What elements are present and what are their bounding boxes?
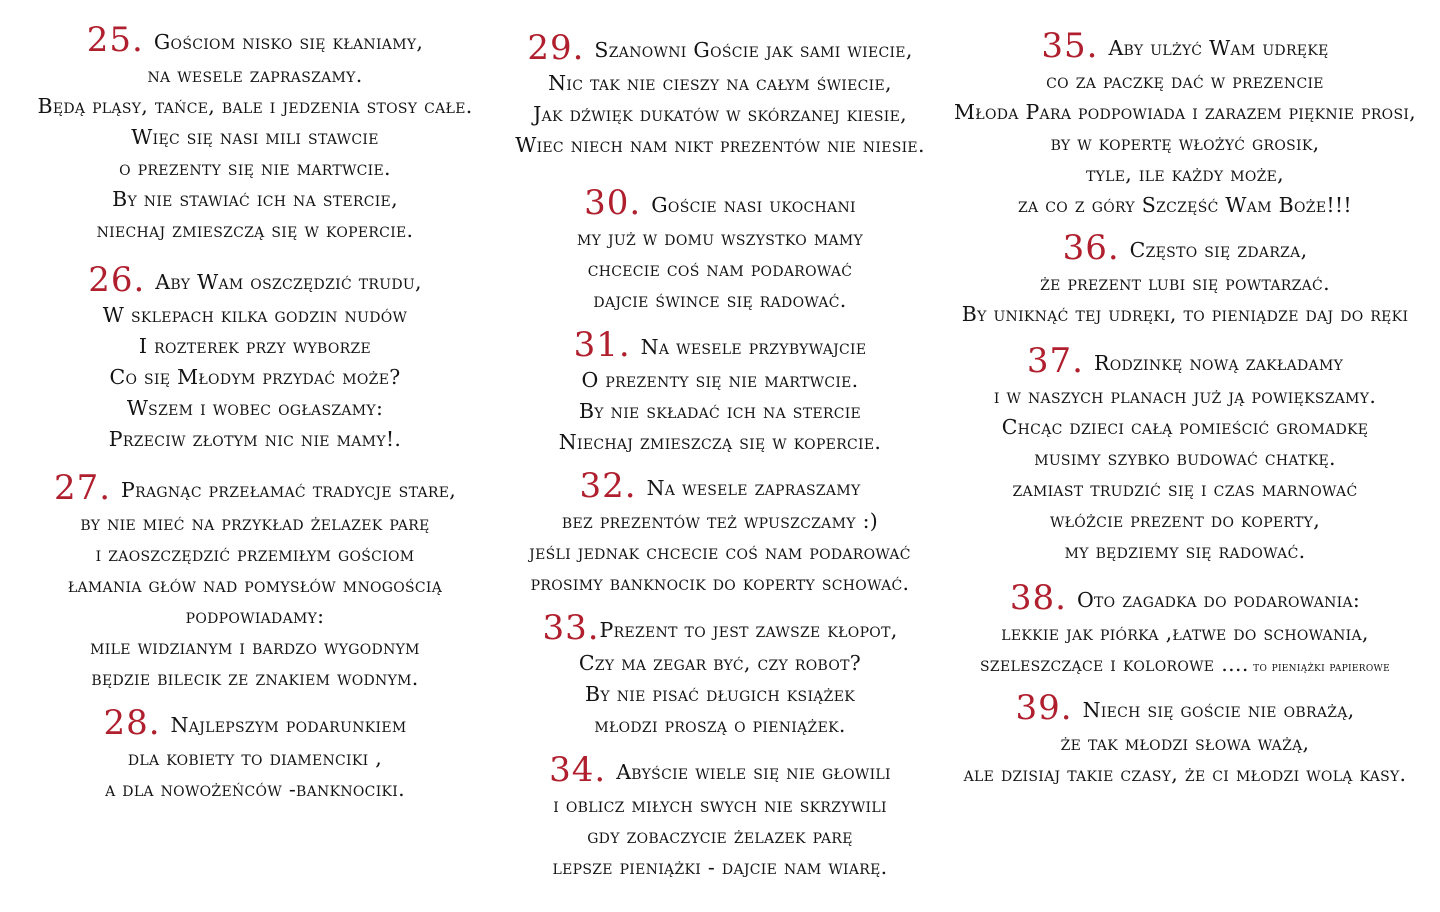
poem-line-text: O prezenty się nie martwcie. xyxy=(581,368,859,392)
poem-line-small-text: to pieniążki papierowe xyxy=(1248,660,1390,675)
poem-line-text: lepsze pieniążki - dajcie nam wiarę. xyxy=(552,855,888,879)
poem-line-text: W sklepach kilka godzin nudów xyxy=(102,303,408,327)
poem-line-text: że prezent lubi się powtarzać. xyxy=(1040,271,1330,295)
poem-line xyxy=(490,30,950,68)
poem-number: 27. xyxy=(53,468,112,508)
poem-line xyxy=(950,343,1420,381)
poem-line xyxy=(490,396,950,427)
poem-line-text: lekkie jak piórka ,łatwe do schowania, xyxy=(1001,621,1369,645)
poem-number: 25. xyxy=(86,20,144,60)
poem-line-text: my już w domu wszystko mamy xyxy=(576,226,864,250)
poem-line-text: Niech się goście nie obrażą, xyxy=(1082,698,1355,722)
poem-line-text: dajcie śwince się radować. xyxy=(593,288,847,312)
poem-line xyxy=(490,99,950,130)
poem-line-text: Wiec niech nam nikt prezentów nie niesie. xyxy=(515,133,925,157)
poem-line xyxy=(490,506,950,537)
poem-line xyxy=(490,327,950,365)
poem-line xyxy=(20,570,490,601)
poem-line xyxy=(950,412,1420,443)
poem-line-text: młodzi proszą o pieniążek. xyxy=(594,713,846,737)
poem-line xyxy=(950,97,1420,128)
poem-line-text: włóżcie prezent do koperty, xyxy=(1049,508,1321,532)
poem-line-text: Najlepszym podarunkiem xyxy=(170,713,407,737)
poem-line xyxy=(950,128,1420,159)
poem-line-text: Gościom nisko się kłaniamy, xyxy=(153,30,424,54)
poem-line-text: podpowiadamy: xyxy=(185,604,325,628)
poem-line-text: Abyście wiele się nie głowili xyxy=(616,760,891,784)
poem-line xyxy=(950,649,1420,683)
poem-line-text: Pragnąc przełamać tradycje stare, xyxy=(121,478,457,502)
poem-line xyxy=(490,821,950,852)
poem-line-text: Będą pląsy, tańce, bale i jedzenia stosy całe. xyxy=(37,94,473,118)
poem-line xyxy=(950,443,1420,474)
poem-line xyxy=(20,508,490,539)
poem-line-text: będzie bilecik ze znakiem wodnym. xyxy=(91,666,419,690)
poem-line-text: jeśli jednak chcecie coś nam podarować xyxy=(529,540,911,564)
poem-line xyxy=(950,759,1420,790)
poem-number: 33. xyxy=(542,608,600,648)
poem-line xyxy=(20,362,490,393)
poem-line xyxy=(20,424,490,455)
poem-line-text: Rodzinkę nową zakładamy xyxy=(1093,351,1344,375)
poem-line-text: Szanowni Goście jak sami wiecie, xyxy=(594,38,913,62)
poem-line xyxy=(950,299,1420,330)
poem-line xyxy=(20,705,490,743)
poem-line xyxy=(490,537,950,568)
poem-line-text: co za paczkę dać w prezencie xyxy=(1046,69,1324,93)
poem-line-text: szeleszczące i kolorowe …. xyxy=(980,652,1249,676)
poem xyxy=(950,28,1420,221)
poem-line-text: Goście nasi ukochani xyxy=(651,193,856,217)
poem-number: 26. xyxy=(88,260,146,300)
poem-line xyxy=(950,536,1420,567)
poem-line-text: Młoda Para podpowiada i zarazem pięknie prosi, xyxy=(953,100,1416,124)
poem-number: 28. xyxy=(103,703,161,743)
poem-line-text: bez prezentów też wpuszczamy :) xyxy=(561,509,879,533)
poem-line xyxy=(950,268,1420,299)
poem-number: 36. xyxy=(1062,228,1120,268)
poem-line xyxy=(20,743,490,774)
poem xyxy=(950,690,1420,790)
poem-line xyxy=(20,184,490,215)
poem-line-text: my będziemy się radować. xyxy=(1064,539,1306,563)
poem-number: 29. xyxy=(527,28,585,68)
poem-line xyxy=(490,468,950,506)
poem-line-text: zamiast trudzić się i czas marnować xyxy=(1012,477,1358,501)
poem-line xyxy=(490,130,950,161)
poem xyxy=(20,262,490,455)
poem-line-text: Prezent to jest zawsze kłopot, xyxy=(599,618,898,642)
poem-line xyxy=(20,774,490,805)
poem-line xyxy=(490,752,950,790)
poem xyxy=(20,470,490,694)
poem-line xyxy=(20,22,490,60)
poem-line xyxy=(20,663,490,694)
poem xyxy=(950,580,1420,683)
poem-line xyxy=(950,230,1420,268)
poem-line-text: gdy zobaczycie żelazek parę xyxy=(587,824,853,848)
poem-line xyxy=(490,427,950,458)
poem-line xyxy=(20,153,490,184)
poem-line xyxy=(20,331,490,362)
poem-line xyxy=(20,470,490,508)
poem-line-text: Wszem i wobec ogłaszamy: xyxy=(126,396,384,420)
poem-line-text: dla kobiety to diamenciki , xyxy=(127,746,383,770)
poem-line-text: By nie stawiać ich na stercie, xyxy=(112,187,398,211)
poem-line-text: chcecie coś nam podarować xyxy=(587,257,853,281)
poem-line-text: i w naszych planach już ją powiększamy. xyxy=(993,384,1377,408)
poem-line-text: tyle, ile każdy może, xyxy=(1086,162,1284,186)
poem xyxy=(490,468,950,599)
poem-line xyxy=(490,68,950,99)
poem xyxy=(20,705,490,805)
poem-line xyxy=(20,262,490,300)
poem xyxy=(20,22,490,246)
poem-line-text: Więc się nasi mili stawcie xyxy=(131,125,379,149)
poem-number: 30. xyxy=(584,183,642,223)
poem-line-text: że tak młodzi słowa ważą, xyxy=(1060,731,1310,755)
poem xyxy=(950,230,1420,330)
poem-line-text: Na wesele zapraszamy xyxy=(646,476,861,500)
poem-line xyxy=(950,580,1420,618)
poem-line xyxy=(490,365,950,396)
poem-line-text: i zaoszczędzić przemiłym gościom xyxy=(95,542,415,566)
poem-line-text: łamania głów nad pomysłów mnogością xyxy=(67,573,443,597)
poem-line-text: Aby Wam oszczędzić trudu, xyxy=(155,270,422,294)
poem-number: 31. xyxy=(573,325,631,365)
poem-line xyxy=(490,285,950,316)
poem-line-text: o prezenty się nie martwcie. xyxy=(119,156,391,180)
poem xyxy=(490,327,950,458)
poem-line xyxy=(490,254,950,285)
poem-line-text: Jak dźwięk dukatów w skórzanej kiesie, xyxy=(533,102,907,126)
poem-line-text: I rozterek przy wyborze xyxy=(138,334,372,358)
poem-line-text: Aby ulżyć Wam udrękę xyxy=(1108,36,1329,60)
poem-line xyxy=(950,690,1420,728)
poem-line-text: By uniknąć tej udręki, to pieniądze daj do ręki xyxy=(961,302,1409,326)
poem-line-text: Oto zagadka do podarowania: xyxy=(1076,588,1361,612)
poem-line xyxy=(490,568,950,599)
poem xyxy=(490,30,950,161)
poem-line-text: a dla nowożeńców -banknociki. xyxy=(105,777,405,801)
poem-line xyxy=(950,66,1420,97)
poem-line xyxy=(20,122,490,153)
poem-line-text: prosimy banknocik do koperty schować. xyxy=(530,571,910,595)
poem-line-text: za co z góry Szczęść Wam Boże!!! xyxy=(1018,193,1352,217)
poem-line-text: Przeciw złotym nic nie mamy!. xyxy=(108,427,402,451)
poem-line xyxy=(490,610,950,648)
poem-line xyxy=(490,648,950,679)
poem-line xyxy=(20,60,490,91)
poem-line xyxy=(20,601,490,632)
poem-line xyxy=(950,28,1420,66)
poem-line xyxy=(20,215,490,246)
poem-line-text: By nie składać ich na stercie xyxy=(578,399,862,423)
poem-line-text: Niechaj zmieszczą się w kopercie. xyxy=(558,430,882,454)
poem-number: 38. xyxy=(1009,578,1067,618)
poem-line xyxy=(950,505,1420,536)
poem-line xyxy=(490,790,950,821)
poem-number: 34. xyxy=(549,750,607,790)
poem-number: 35. xyxy=(1041,26,1099,66)
poem-number: 39. xyxy=(1015,688,1073,728)
poem-line-text: Często się zdarza, xyxy=(1129,238,1308,262)
poem-line-text: Na wesele przybywajcie xyxy=(640,335,867,359)
poem-line-text: musimy szybko budować chatkę. xyxy=(1034,446,1336,470)
poem-line xyxy=(20,539,490,570)
poem xyxy=(490,185,950,316)
poem-line-text: Chcąc dzieci całą pomieścić gromadkę xyxy=(1001,415,1369,439)
poem-line-text: by w kopertę włożyć grosik, xyxy=(1050,131,1320,155)
poem-line-text: niechaj zmieszczą się w kopercie. xyxy=(96,218,414,242)
poem-line xyxy=(950,728,1420,759)
poem-number: 32. xyxy=(579,466,637,506)
poem-line xyxy=(490,223,950,254)
poem-line xyxy=(950,618,1420,649)
poem-line xyxy=(20,300,490,331)
poem-number: 37. xyxy=(1026,341,1084,381)
poem-line xyxy=(490,852,950,883)
poem-line xyxy=(950,474,1420,505)
poem-line-text: mile widzianym i bardzo wygodnym xyxy=(90,635,420,659)
poem-line xyxy=(950,190,1420,221)
poem-line-text: Co się Młodym przydać może? xyxy=(109,365,401,389)
poem-line xyxy=(950,381,1420,412)
poem-line xyxy=(20,91,490,122)
poem xyxy=(950,343,1420,567)
poem-line xyxy=(490,679,950,710)
poem-line-text: na wesele zapraszamy. xyxy=(147,63,363,87)
poem-line-text: by nie mieć na przykład żelazek parę xyxy=(80,511,430,535)
poem-line xyxy=(490,710,950,741)
poem-line xyxy=(20,632,490,663)
poem-line xyxy=(950,159,1420,190)
poem-line-text: i oblicz miłych swych nie skrzywili xyxy=(553,793,887,817)
poem-line-text: Nic tak nie cieszy na całym świecie, xyxy=(548,71,892,95)
poem-line-text: By nie pisać długich książek xyxy=(584,682,855,706)
poem-line-text: ale dzisiaj takie czasy, że ci młodzi wolą kasy. xyxy=(963,762,1407,786)
poem xyxy=(490,752,950,883)
poem-line xyxy=(490,185,950,223)
poem xyxy=(490,610,950,741)
poem-line xyxy=(20,393,490,424)
poem-line-text: Czy ma zegar być, czy robot? xyxy=(578,651,862,675)
